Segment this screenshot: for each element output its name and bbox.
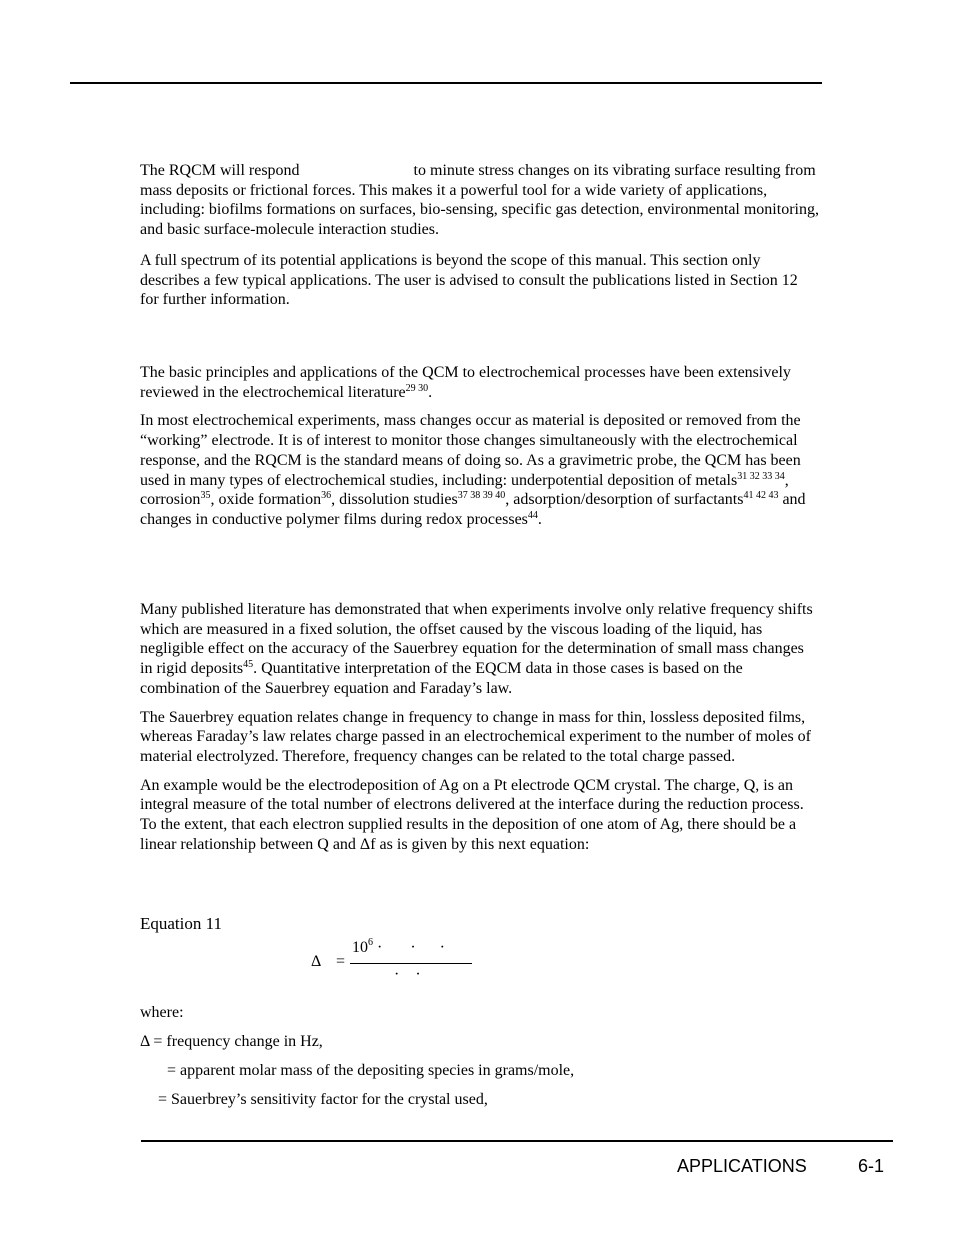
definition-frequency-change: Δ = frequency change in Hz, — [140, 1033, 323, 1050]
equation-equals: = — [336, 953, 346, 970]
citation: 29 30 — [405, 382, 429, 394]
equation-11 — [300, 936, 500, 986]
intro-p1-start: The RQCM will respond — [140, 162, 300, 179]
definition-sensitivity-factor: = Sauerbrey’s sensitivity factor for the crystal used, — [158, 1091, 488, 1108]
quant-paragraph-3: An example would be the electrodeposition of Ag on a Pt electrode QCM crystal. The charge, Q, is an integral measure of the total number of electrons delivered at the interface during the reduction process. To the extent, that each electron supplied results in the deposition of one atom of Ag, there should be a linear relationship between Q and Δf as is given by this next equation: — [140, 776, 804, 853]
equation-label: Equation 11 — [140, 914, 222, 933]
citation: 41 42 43 — [743, 490, 779, 502]
citation: 44 — [527, 509, 538, 521]
footer-page-number: 6-1 — [858, 1156, 885, 1176]
electrochem-paragraph-1: The basic principles and applications of the QCM to electrochemical processes have been extensively reviewed in the electrochemical literature$^{29 30}$. — [140, 364, 791, 401]
intro-paragraph-2: A full spectrum of its potential applications is beyond the scope of this manual. This section only describes a few typical applications. The user is advised to consult the publications listed in Section 12 for further information. — [140, 251, 798, 309]
definitions-where: where: — [140, 1004, 184, 1021]
header-rule — [70, 82, 822, 84]
citation: 36 — [321, 490, 332, 502]
citation: 31 32 33 34 — [737, 470, 785, 482]
electrochem-section — [140, 363, 820, 530]
electrochem-paragraph-2: In most electrochemical experiments, mass changes occur as material is deposited or removed from the “working” electrode. It is of interest to monitor those changes simultaneously with the electrochemical response, and the RQCM is the standard means of doing so. As a gravimetric probe, the QCM has been used in many types of electrochemical studies, including: underpotential deposition of metals$^{31 32 33 34}$, corrosion$^{35}$, oxide formation$^{36}$, dissolution studies$^{37 38 39 40}$, adsorption/desorption of surfactants$^{41 42 43}$ and changes in conductive polymer films during redox processes$^{44}$. — [140, 412, 806, 528]
citation: 45 — [243, 659, 254, 671]
equation-numerator: $10^6$ · · · — [352, 937, 445, 956]
intro-p1-rest: to minute stress changes on its vibrating surface resulting from mass deposits or frictional forces. This makes it a powerful tool for a wide variety of applications, including: biofilms formations on surfaces, bio-sensing, specific gas detection, environmental monitoring, and basic surface-molecule interaction studies. — [140, 162, 819, 239]
footer-rule — [141, 1140, 893, 1142]
citation: 35 — [200, 490, 211, 502]
footer-section-title: APPLICATIONS — [677, 1156, 807, 1176]
quant-paragraph-1: Many published literature has demonstrated that when experiments involve only relative frequency shifts which are measured in a fixed solution, the offset caused by the viscous loading of the liquid, has negligible effect on the accuracy of the Sauerbrey equation for the determination of small mass changes in rigid deposits$^{45}$. Quantitative interpretation of the EQCM data in those cases is based on the combination of the Sauerbrey equation and Faraday’s law. — [140, 601, 813, 697]
equation-delta: Δ — [311, 953, 322, 970]
equation-denominator: · · — [394, 966, 421, 983]
quant-paragraph-2: The Sauerbrey equation relates change in frequency to change in mass for thin, lossless deposited films, whereas Faraday’s law relates charge passed in an electrochemical experiment to the number of moles of material electrolyzed. Therefore, frequency changes can be related to the total charge passed. — [140, 708, 811, 765]
definition-molar-mass: = apparent molar mass of the depositing species in grams/mole, — [167, 1062, 575, 1079]
citation: 37 38 39 40 — [457, 490, 506, 502]
intro-section — [140, 161, 820, 310]
quantitative-section — [140, 600, 820, 854]
fraction-bar — [350, 963, 472, 964]
intro-paragraph-1 — [140, 161, 820, 240]
